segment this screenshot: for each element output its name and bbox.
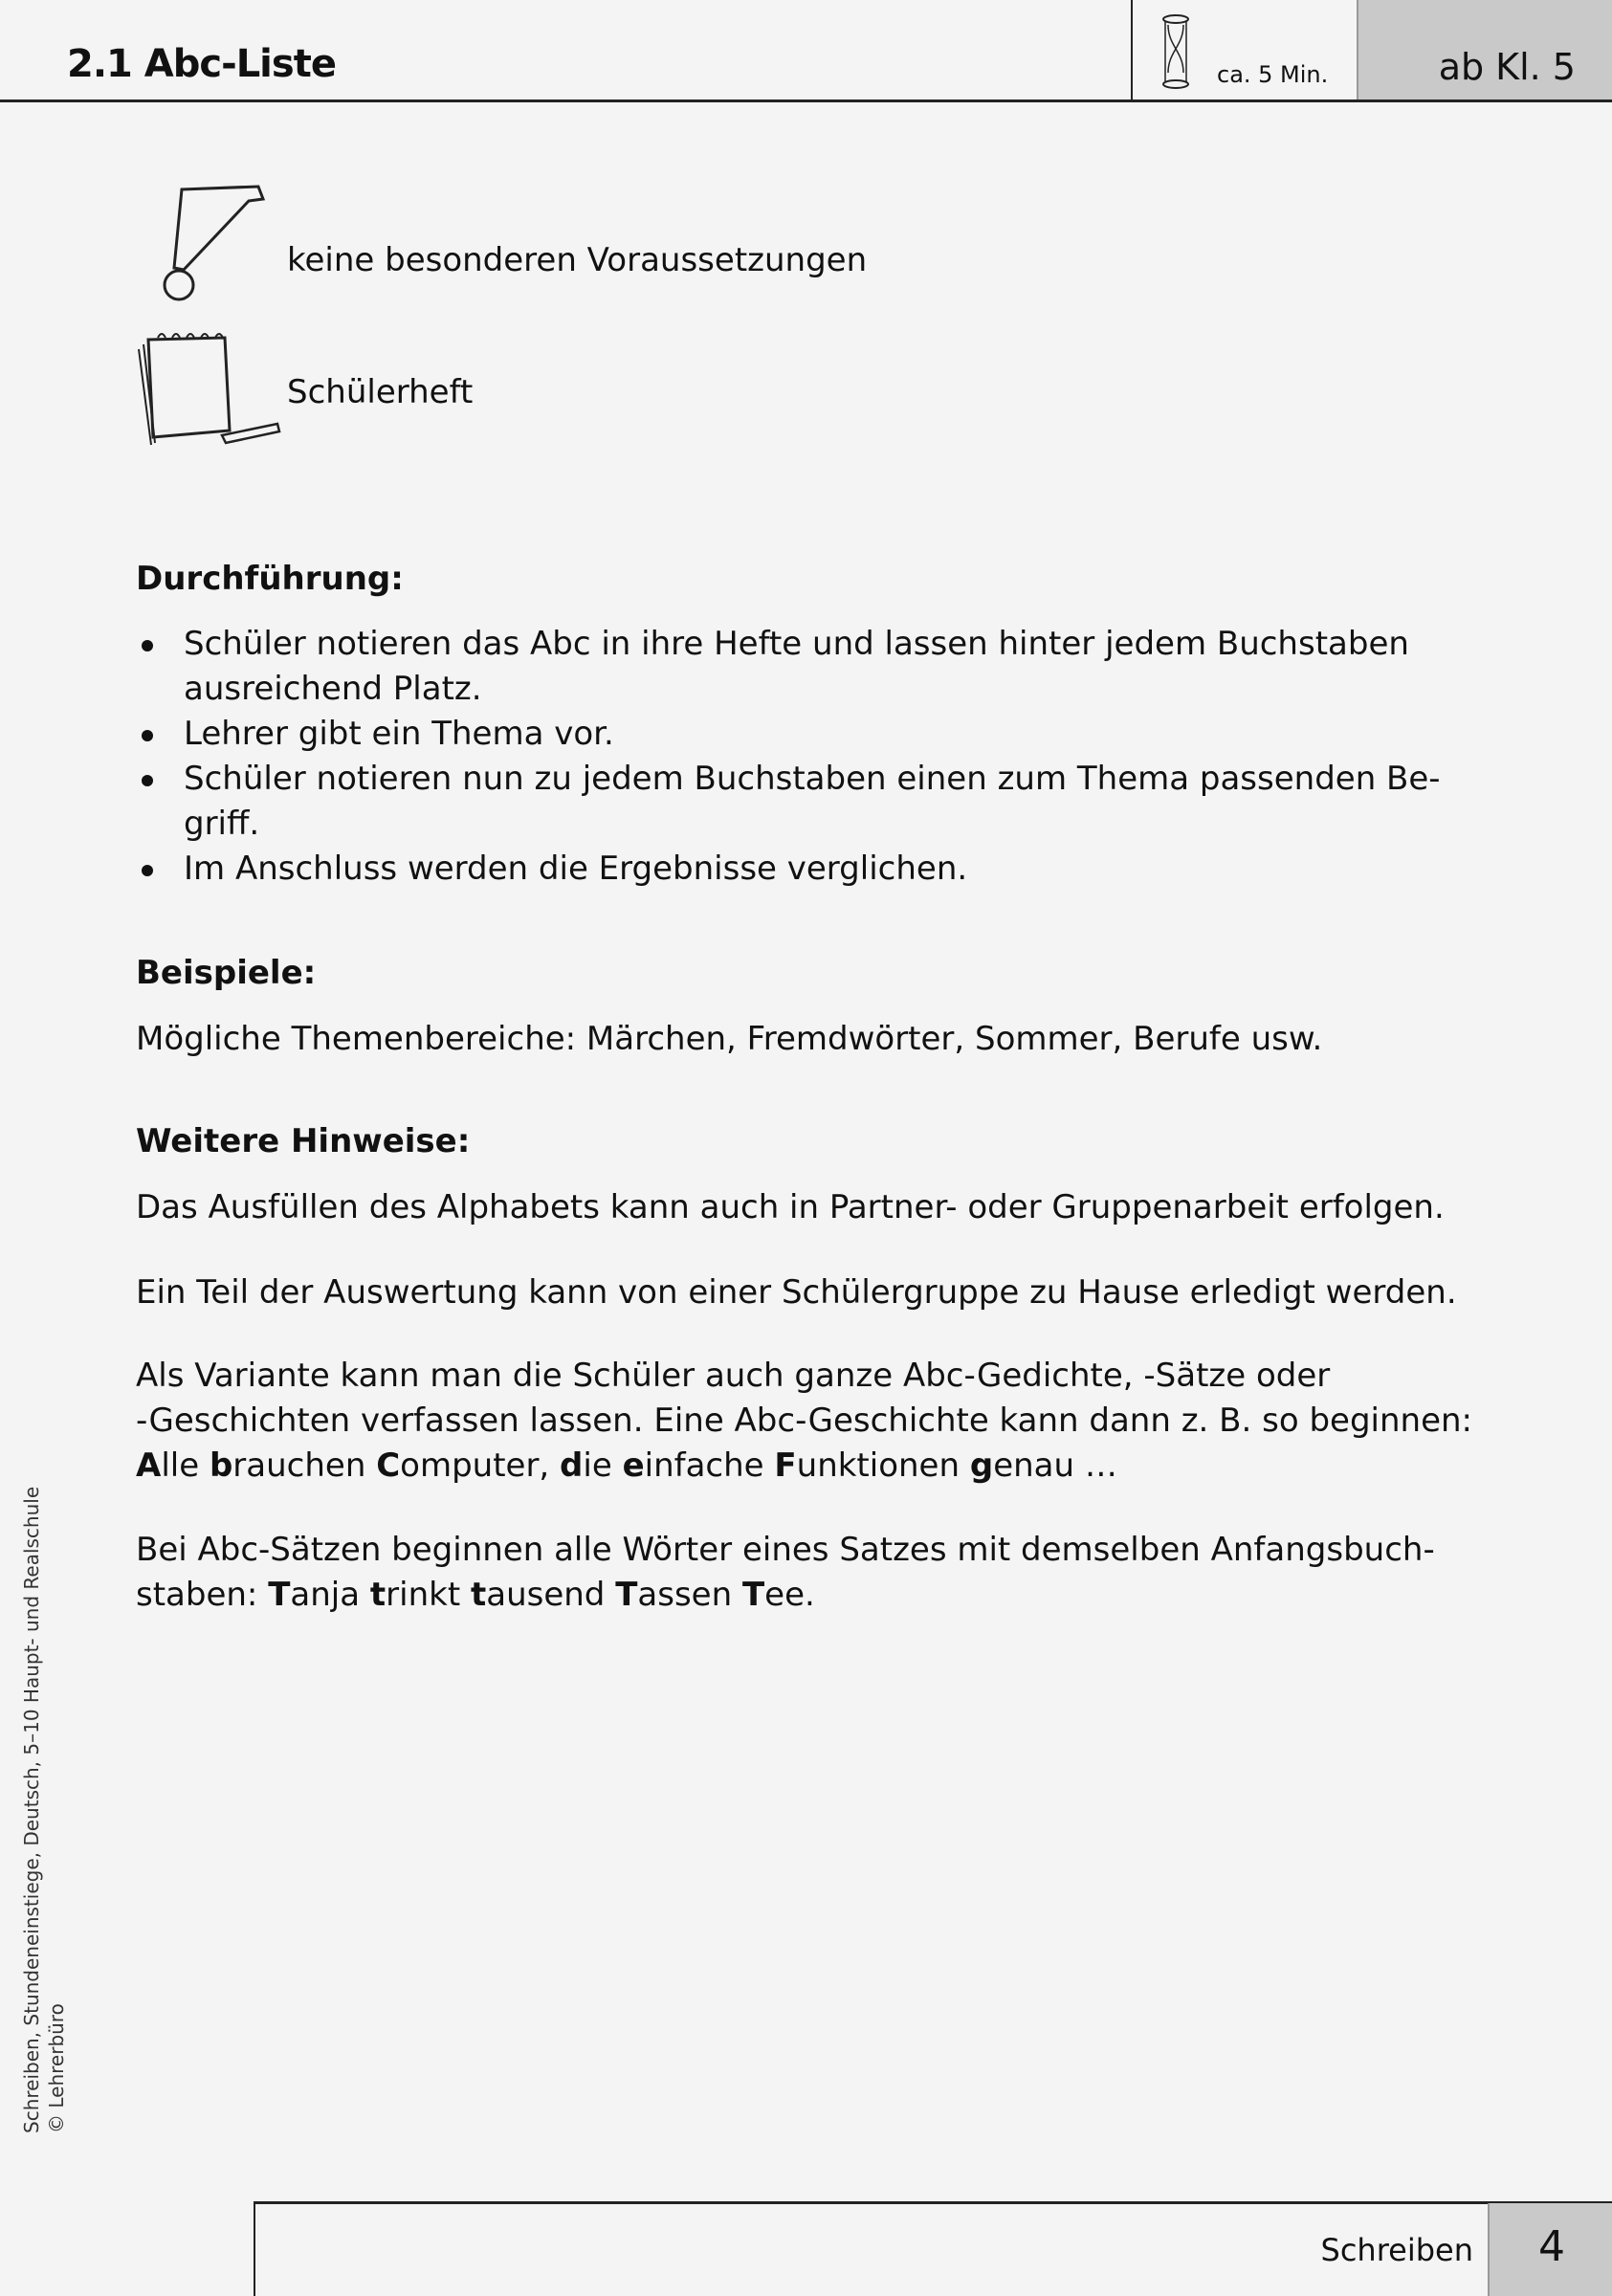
list-item (136, 712, 1441, 757)
highlighted-letter: d (560, 1446, 584, 1485)
copyright: © Lehrerbüro (45, 2003, 68, 2133)
list-item (136, 847, 1441, 892)
text-segment: infache (644, 1446, 775, 1485)
page-number: 4 (1538, 2222, 1565, 2271)
procedure-list (136, 622, 1441, 892)
line: -Geschichten verfassen lassen. Eine Abc-Geschichte kann dann z. B. so beginnen: (136, 1402, 1472, 1440)
bullet-icon (142, 640, 153, 651)
highlighted-letter: A (136, 1446, 162, 1485)
duration-label: ca. 5 Min. (1217, 61, 1329, 88)
line: Als Variante kann man die Schüler auch ganze Abc-Gedichte, -Sätze oder (136, 1357, 1331, 1395)
highlighted-letter: T (268, 1576, 291, 1614)
hourglass-icon (1159, 13, 1192, 90)
text-segment: lle (161, 1446, 210, 1485)
bullet-icon (142, 775, 153, 786)
highlighted-letter: t (470, 1576, 487, 1614)
example-sentence (136, 1444, 1472, 1489)
list-item-text: griff. (184, 805, 260, 843)
notes-paragraph (136, 1528, 1435, 1618)
highlighted-letter: t (369, 1576, 386, 1614)
list-item (136, 622, 1441, 667)
text-segment: assen (637, 1576, 742, 1614)
text-segment: unktionen (796, 1446, 970, 1485)
grade-box (1357, 0, 1612, 99)
notes-heading: Weitere Hinweise: (136, 1122, 471, 1160)
examples-text: Mögliche Themenbereiche: Märchen, Fremdwörter, Sommer, Berufe usw. (136, 1020, 1323, 1058)
text-segment: rinkt (386, 1576, 471, 1614)
example-sentence (136, 1573, 1435, 1618)
notepad-icon (134, 330, 287, 454)
prerequisites-text: keine besonderen Voraussetzungen (287, 241, 868, 279)
page-header (0, 0, 1612, 102)
copyright-sidebar (19, 1487, 69, 2133)
notes-paragraph (136, 1354, 1472, 1489)
text-segment: ie (583, 1446, 623, 1485)
exclamation-icon (153, 182, 268, 311)
text-segment: rauchen (232, 1446, 377, 1485)
highlighted-letter: T (741, 1576, 765, 1614)
bullet-icon (142, 865, 153, 876)
divider (1131, 0, 1133, 99)
list-item-text: ausreichend Platz. (184, 670, 482, 708)
page-title: 2.1 Abc-Liste (67, 42, 336, 86)
highlighted-letter: e (622, 1446, 645, 1485)
text-segment: omputer, (400, 1446, 561, 1485)
procedure-heading: Durchführung: (136, 560, 404, 598)
publication-info: Schreiben, Stundeneinstiege, Deutsch, 5–10 Haupt- und Realschule (20, 1486, 43, 2133)
text-segment: enau … (993, 1446, 1117, 1485)
text-segment: ee. (764, 1576, 815, 1614)
text-segment: staben: (136, 1576, 269, 1614)
highlighted-letter: C (376, 1446, 401, 1485)
examples-heading: Beispiele: (136, 954, 317, 992)
page-number-box (1488, 2203, 1612, 2296)
list-item-text: Im Anschluss werden die Ergebnisse verglichen. (184, 850, 968, 888)
highlighted-letter: T (615, 1576, 638, 1614)
footer-divider (254, 2201, 255, 2296)
text-segment: ausend (486, 1576, 616, 1614)
bullet-icon (142, 730, 153, 741)
grade-label: ab Kl. 5 (1438, 46, 1576, 88)
highlighted-letter: b (209, 1446, 233, 1485)
list-item-text: Schüler notieren nun zu jedem Buchstaben einen zum Thema passenden Be- (184, 760, 1441, 798)
highlighted-letter: F (774, 1446, 797, 1485)
highlighted-letter: g (969, 1446, 994, 1485)
list-item-continued (136, 667, 1441, 712)
section-label: Schreiben (1320, 2232, 1473, 2268)
footer-divider (254, 2201, 1612, 2204)
text-segment: anja (290, 1576, 370, 1614)
materials-text: Schülerheft (287, 373, 474, 411)
list-item-text: Lehrer gibt ein Thema vor. (184, 715, 614, 753)
line: Bei Abc-Sätzen beginnen alle Wörter eines Satzes mit demselben Anfangsbuch- (136, 1531, 1435, 1569)
notes-paragraph: Das Ausfüllen des Alphabets kann auch in Partner- oder Gruppenarbeit erfolgen. (136, 1188, 1445, 1226)
list-item-continued (136, 802, 1441, 847)
notes-paragraph: Ein Teil der Auswertung kann von einer Schülergruppe zu Hause erledigt werden. (136, 1273, 1457, 1312)
list-item-text: Schüler notieren das Abc in ihre Hefte und lassen hinter jedem Buchstaben (184, 625, 1409, 663)
list-item (136, 757, 1441, 802)
